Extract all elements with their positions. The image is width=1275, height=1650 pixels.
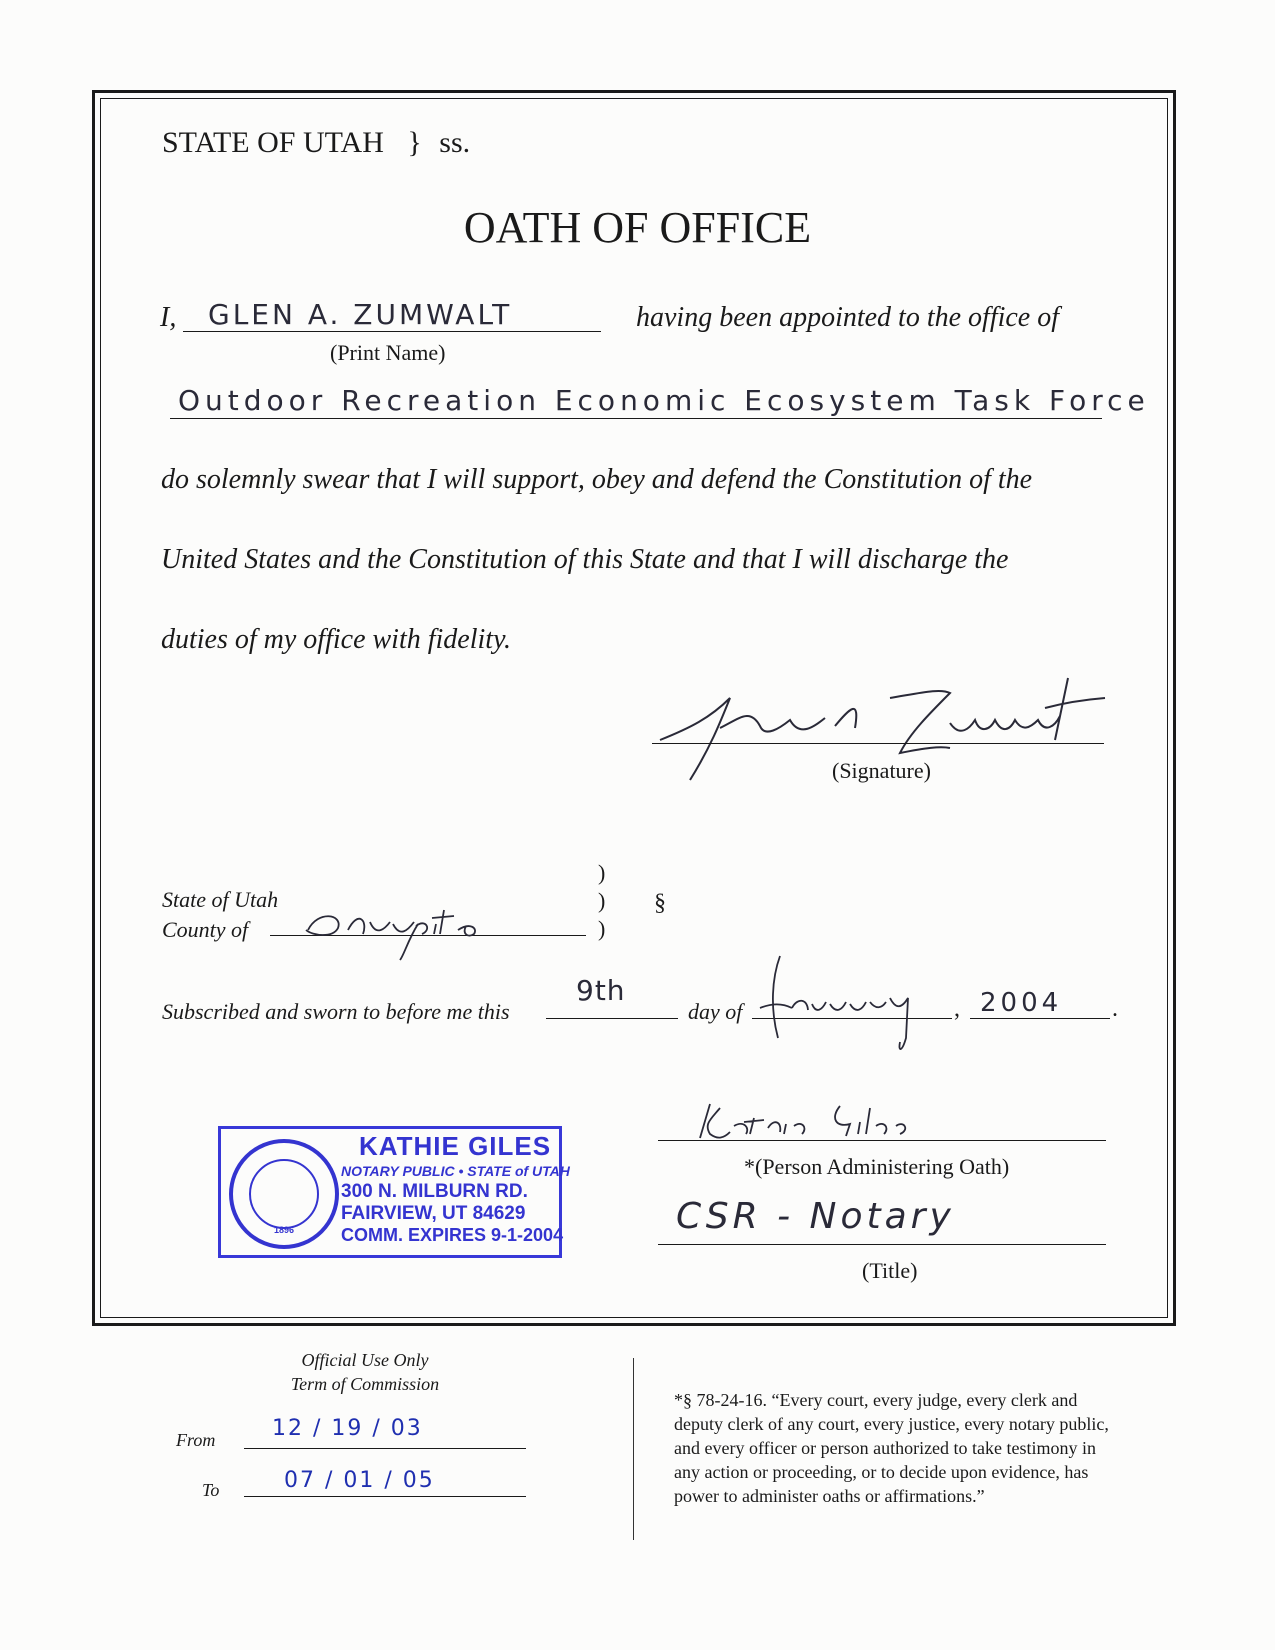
- date-comma: ,: [954, 996, 960, 1022]
- paren-1: ): [598, 860, 606, 885]
- oath-line-1: do solemnly swear that I will support, obey and defend the Constitution of the: [161, 464, 1033, 495]
- office-value: Outdoor Recreation Economic Ecosystem Task Force: [178, 384, 1150, 417]
- seal-inner-ring: [249, 1159, 319, 1229]
- state-label: STATE OF UTAH: [162, 126, 384, 159]
- official-heading-1: Official Use Only: [301, 1350, 429, 1370]
- day-value: 9th: [576, 974, 626, 1007]
- title-caption: (Title): [862, 1258, 918, 1283]
- signature-line: [652, 743, 1104, 744]
- from-value: 12 / 19 / 03: [272, 1416, 423, 1441]
- print-name-caption: (Print Name): [330, 340, 446, 365]
- to-value: 07 / 01 / 05: [284, 1468, 435, 1493]
- state-heading: [162, 126, 470, 160]
- brace: }: [407, 126, 422, 159]
- to-line: [244, 1496, 526, 1497]
- paren-3: ): [598, 916, 606, 941]
- ss-label: ss.: [439, 126, 471, 159]
- office-line: [170, 418, 1102, 419]
- stamp-name: KATHIE GILES: [359, 1131, 552, 1161]
- county-value: [298, 905, 323, 906]
- appointed-text: having been appointed to the office of: [636, 302, 1060, 333]
- administrator-caption: *(Person Administering Oath): [744, 1154, 1010, 1179]
- year-value: 2004: [980, 988, 1063, 1018]
- stamp-address-1: 300 N. MILBURN RD.: [341, 1181, 528, 1202]
- pronoun-i: I,: [160, 302, 177, 333]
- footnote-line-1: *§ 78-24-16. “Every court, every judge, every clerk and: [674, 1390, 1078, 1410]
- subscribed-text: Subscribed and sworn to before me this: [162, 999, 510, 1024]
- seal-year: 1896: [273, 1225, 295, 1235]
- footnote-line-3: and every officer or person authorized to take testimony in: [674, 1438, 1097, 1458]
- print-name-value: GLEN A. ZUMWALT: [208, 298, 513, 331]
- jurat-state: State of Utah: [162, 887, 279, 912]
- from-label: From: [176, 1430, 216, 1450]
- footnote-line-5: power to administer oaths or affirmations.”: [674, 1486, 985, 1506]
- administrator-signature-value: [700, 1110, 705, 1111]
- month-handwriting: [752, 948, 962, 1058]
- day-line: [546, 1018, 678, 1019]
- stamp-notary-line: NOTARY PUBLIC • STATE of UTAH: [341, 1163, 570, 1179]
- from-line: [244, 1448, 526, 1449]
- signature-caption: (Signature): [832, 758, 931, 783]
- to-label: To: [202, 1480, 220, 1500]
- footer-divider: [633, 1358, 634, 1540]
- administrator-line: [658, 1140, 1106, 1141]
- year-line: [970, 1018, 1110, 1019]
- state-seal: [229, 1139, 339, 1249]
- footnote-line-2: deputy clerk of any court, every justice, every notary public,: [674, 1414, 1109, 1434]
- day-of-text: day of: [688, 999, 743, 1024]
- title-line: [658, 1244, 1106, 1245]
- stamp-address-2: FAIRVIEW, UT 84629: [341, 1203, 526, 1224]
- title-value: CSR - Notary: [676, 1196, 955, 1237]
- official-heading-2: Term of Commission: [290, 1374, 440, 1394]
- document-title: OATH OF OFFICE: [463, 203, 812, 252]
- print-name-line: [183, 331, 601, 332]
- jurat-county-label: County of: [162, 917, 249, 942]
- date-period: .: [1112, 996, 1118, 1022]
- statute-footnote: [674, 1388, 1109, 1508]
- paren-2: ): [598, 888, 606, 913]
- month-value: [760, 990, 763, 991]
- county-handwriting: [298, 900, 498, 962]
- oath-line-3: duties of my office with fidelity.: [161, 624, 511, 655]
- footnote-line-4: any action or proceeding, or to decide upon evidence, has: [674, 1462, 1089, 1482]
- notary-stamp: [218, 1126, 570, 1258]
- section-symbol: §: [654, 890, 666, 916]
- oath-line-2: United States and the Constitution of this State and that I will discharge the: [161, 544, 1009, 575]
- stamp-expiry: COMM. EXPIRES 9-1-2004: [341, 1225, 564, 1245]
